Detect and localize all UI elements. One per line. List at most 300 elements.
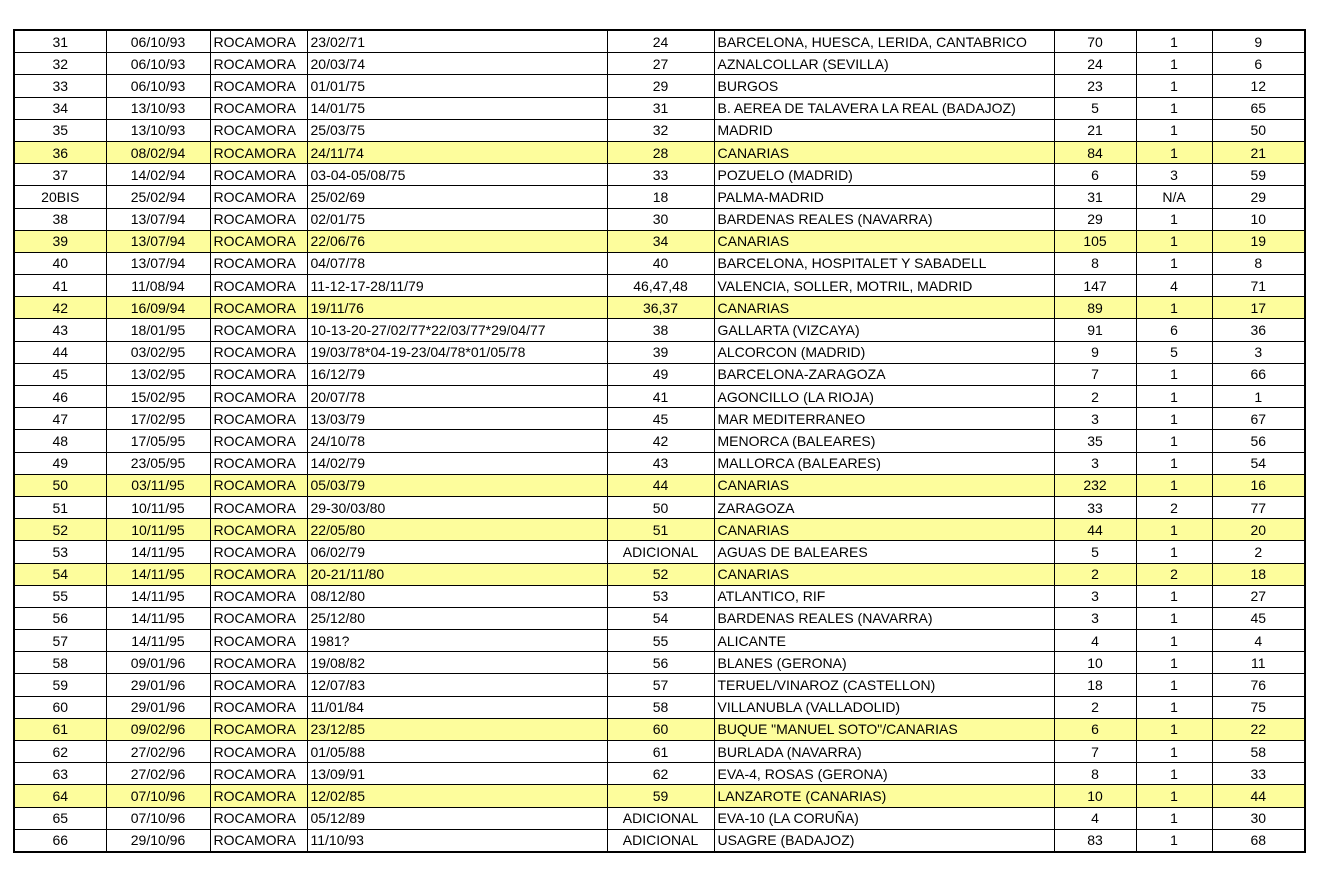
- cell-name: ROCAMORA: [210, 252, 307, 274]
- cell-event-dates: 12/07/83: [307, 674, 607, 696]
- cell-code: 42: [607, 430, 714, 452]
- cell-event-dates: 01/05/88: [307, 741, 607, 763]
- cell-event-dates: 25/03/75: [307, 119, 607, 141]
- cell-date: 27/02/96: [106, 763, 210, 785]
- cell-reference: 77: [1212, 496, 1305, 518]
- cell-quantity: 1: [1136, 807, 1212, 829]
- cell-event-dates: 22/06/76: [307, 230, 607, 252]
- table-row: [14, 630, 1305, 652]
- cell-reference: 16: [1212, 474, 1305, 496]
- cell-location: CANARIAS: [714, 563, 1054, 585]
- cell-location: AGONCILLO (LA RIOJA): [714, 386, 1054, 408]
- cell-number: 60: [14, 696, 106, 718]
- cell-quantity: 1: [1136, 652, 1212, 674]
- cell-count: 33: [1054, 496, 1136, 518]
- cell-event-dates: 04/07/78: [307, 252, 607, 274]
- cell-number: 38: [14, 208, 106, 230]
- cell-reference: 36: [1212, 319, 1305, 341]
- cell-code: 38: [607, 319, 714, 341]
- cell-event-dates: 20/03/74: [307, 53, 607, 75]
- cell-quantity: 1: [1136, 297, 1212, 319]
- cell-reference: 68: [1212, 829, 1305, 852]
- cell-quantity: N/A: [1136, 186, 1212, 208]
- cell-date: 06/10/93: [106, 53, 210, 75]
- table-row: [14, 763, 1305, 785]
- cell-date: 14/02/94: [106, 164, 210, 186]
- cell-name: ROCAMORA: [210, 363, 307, 385]
- cell-code: 33: [607, 164, 714, 186]
- cell-name: ROCAMORA: [210, 718, 307, 740]
- cell-event-dates: 19/08/82: [307, 652, 607, 674]
- cell-count: 7: [1054, 363, 1136, 385]
- cell-reference: 1: [1212, 386, 1305, 408]
- cell-name: ROCAMORA: [210, 319, 307, 341]
- cell-date: 15/02/95: [106, 386, 210, 408]
- cell-reference: 4: [1212, 630, 1305, 652]
- cell-location: VALENCIA, SOLLER, MOTRIL, MADRID: [714, 275, 1054, 297]
- cell-date: 13/07/94: [106, 252, 210, 274]
- cell-location: BURGOS: [714, 75, 1054, 97]
- cell-code: 49: [607, 363, 714, 385]
- cell-code: 52: [607, 563, 714, 585]
- cell-number: 62: [14, 741, 106, 763]
- cell-quantity: 1: [1136, 53, 1212, 75]
- cell-number: 64: [14, 785, 106, 807]
- cell-name: ROCAMORA: [210, 341, 307, 363]
- cell-code: ADICIONAL: [607, 541, 714, 563]
- cell-count: 2: [1054, 386, 1136, 408]
- cell-name: ROCAMORA: [210, 474, 307, 496]
- cell-reference: 67: [1212, 408, 1305, 430]
- cell-date: 29/01/96: [106, 696, 210, 718]
- cell-date: 09/01/96: [106, 652, 210, 674]
- cell-date: 07/10/96: [106, 785, 210, 807]
- cell-number: 33: [14, 75, 106, 97]
- cell-number: 51: [14, 496, 106, 518]
- cell-event-dates: 02/01/75: [307, 208, 607, 230]
- cell-count: 21: [1054, 119, 1136, 141]
- cell-quantity: 1: [1136, 119, 1212, 141]
- cell-event-dates: 05/03/79: [307, 474, 607, 496]
- cell-event-dates: 08/12/80: [307, 585, 607, 607]
- cell-quantity: 3: [1136, 164, 1212, 186]
- cell-date: 13/07/94: [106, 208, 210, 230]
- table-row-highlighted: [14, 718, 1305, 740]
- cell-code: 31: [607, 97, 714, 119]
- cell-location: B. AEREA DE TALAVERA LA REAL (BADAJOZ): [714, 97, 1054, 119]
- cell-number: 57: [14, 630, 106, 652]
- cell-number: 35: [14, 119, 106, 141]
- cell-code: 62: [607, 763, 714, 785]
- cell-location: BARCELONA, HOSPITALET Y SABADELL: [714, 252, 1054, 274]
- cell-count: 3: [1054, 607, 1136, 629]
- cell-quantity: 1: [1136, 696, 1212, 718]
- cell-date: 13/10/93: [106, 119, 210, 141]
- cell-reference: 50: [1212, 119, 1305, 141]
- cell-date: 14/11/95: [106, 563, 210, 585]
- cell-quantity: 1: [1136, 718, 1212, 740]
- cell-reference: 17: [1212, 297, 1305, 319]
- cell-quantity: 1: [1136, 252, 1212, 274]
- cell-count: 35: [1054, 430, 1136, 452]
- cell-count: 10: [1054, 785, 1136, 807]
- cell-reference: 29: [1212, 186, 1305, 208]
- cell-reference: 10: [1212, 208, 1305, 230]
- cell-code: 60: [607, 718, 714, 740]
- cell-date: 13/07/94: [106, 230, 210, 252]
- cell-date: 08/02/94: [106, 141, 210, 163]
- cell-count: 3: [1054, 452, 1136, 474]
- cell-name: ROCAMORA: [210, 652, 307, 674]
- cell-quantity: 1: [1136, 785, 1212, 807]
- cell-count: 70: [1054, 30, 1136, 53]
- cell-quantity: 1: [1136, 607, 1212, 629]
- cell-location: LANZAROTE (CANARIAS): [714, 785, 1054, 807]
- cell-code: 32: [607, 119, 714, 141]
- cell-count: 7: [1054, 741, 1136, 763]
- cell-name: ROCAMORA: [210, 585, 307, 607]
- cell-number: 45: [14, 363, 106, 385]
- cell-reference: 30: [1212, 807, 1305, 829]
- cell-number: 40: [14, 252, 106, 274]
- cell-event-dates: 23/02/71: [307, 30, 607, 53]
- cell-event-dates: 19/11/76: [307, 297, 607, 319]
- cell-number: 32: [14, 53, 106, 75]
- cell-quantity: 1: [1136, 430, 1212, 452]
- cell-location: CANARIAS: [714, 230, 1054, 252]
- cell-event-dates: 10-13-20-27/02/77*22/03/77*29/04/77: [307, 319, 607, 341]
- cell-location: GALLARTA (VIZCAYA): [714, 319, 1054, 341]
- cell-location: CANARIAS: [714, 519, 1054, 541]
- cell-quantity: 1: [1136, 541, 1212, 563]
- cell-quantity: 1: [1136, 452, 1212, 474]
- cell-code: ADICIONAL: [607, 807, 714, 829]
- cell-count: 2: [1054, 696, 1136, 718]
- cell-count: 8: [1054, 763, 1136, 785]
- cell-location: BARCELONA-ZARAGOZA: [714, 363, 1054, 385]
- cell-date: 10/11/95: [106, 496, 210, 518]
- cell-name: ROCAMORA: [210, 519, 307, 541]
- cell-quantity: 1: [1136, 519, 1212, 541]
- cell-count: 24: [1054, 53, 1136, 75]
- cell-name: ROCAMORA: [210, 230, 307, 252]
- cell-name: ROCAMORA: [210, 119, 307, 141]
- cell-quantity: 1: [1136, 741, 1212, 763]
- cell-event-dates: 19/03/78*04-19-23/04/78*01/05/78: [307, 341, 607, 363]
- cell-code: 46,47,48: [607, 275, 714, 297]
- cell-reference: 27: [1212, 585, 1305, 607]
- table-row: [14, 252, 1305, 274]
- cell-number: 44: [14, 341, 106, 363]
- cell-code: 30: [607, 208, 714, 230]
- cell-location: AGUAS DE BALEARES: [714, 541, 1054, 563]
- cell-reference: 56: [1212, 430, 1305, 452]
- cell-location: VILLANUBLA (VALLADOLID): [714, 696, 1054, 718]
- cell-name: ROCAMORA: [210, 186, 307, 208]
- cell-event-dates: 11-12-17-28/11/79: [307, 275, 607, 297]
- table-row: [14, 341, 1305, 363]
- cell-name: ROCAMORA: [210, 430, 307, 452]
- cell-count: 5: [1054, 97, 1136, 119]
- cell-quantity: 1: [1136, 630, 1212, 652]
- cell-name: ROCAMORA: [210, 741, 307, 763]
- cell-event-dates: 25/12/80: [307, 607, 607, 629]
- table-row: [14, 607, 1305, 629]
- table-row: [14, 208, 1305, 230]
- cell-code: 57: [607, 674, 714, 696]
- cell-date: 14/11/95: [106, 630, 210, 652]
- table-row-highlighted: [14, 785, 1305, 807]
- cell-reference: 33: [1212, 763, 1305, 785]
- cell-date: 23/05/95: [106, 452, 210, 474]
- cell-name: ROCAMORA: [210, 30, 307, 53]
- cell-name: ROCAMORA: [210, 607, 307, 629]
- table-row-highlighted: [14, 474, 1305, 496]
- cell-quantity: 4: [1136, 275, 1212, 297]
- cell-code: 43: [607, 452, 714, 474]
- cell-reference: 2: [1212, 541, 1305, 563]
- cell-count: 31: [1054, 186, 1136, 208]
- cell-code: 44: [607, 474, 714, 496]
- cell-date: 27/02/96: [106, 741, 210, 763]
- cell-count: 147: [1054, 275, 1136, 297]
- cell-event-dates: 12/02/85: [307, 785, 607, 807]
- cell-name: ROCAMORA: [210, 75, 307, 97]
- table-row: [14, 386, 1305, 408]
- cell-reference: 65: [1212, 97, 1305, 119]
- cell-count: 89: [1054, 297, 1136, 319]
- cell-event-dates: 20-21/11/80: [307, 563, 607, 585]
- cell-location: CANARIAS: [714, 141, 1054, 163]
- cell-date: 06/10/93: [106, 30, 210, 53]
- cell-number: 20BIS: [14, 186, 106, 208]
- cell-quantity: 1: [1136, 141, 1212, 163]
- cell-name: ROCAMORA: [210, 763, 307, 785]
- cell-number: 47: [14, 408, 106, 430]
- cell-count: 91: [1054, 319, 1136, 341]
- cell-date: 14/11/95: [106, 585, 210, 607]
- cell-location: MALLORCA (BALEARES): [714, 452, 1054, 474]
- table-row: [14, 164, 1305, 186]
- cell-name: ROCAMORA: [210, 164, 307, 186]
- data-table: [13, 29, 1306, 853]
- cell-location: POZUELO (MADRID): [714, 164, 1054, 186]
- cell-number: 52: [14, 519, 106, 541]
- cell-name: ROCAMORA: [210, 275, 307, 297]
- cell-date: 16/09/94: [106, 297, 210, 319]
- cell-reference: 75: [1212, 696, 1305, 718]
- cell-location: BURLADA (NAVARRA): [714, 741, 1054, 763]
- cell-quantity: 1: [1136, 829, 1212, 852]
- cell-count: 3: [1054, 585, 1136, 607]
- cell-reference: 22: [1212, 718, 1305, 740]
- cell-location: ALCORCON (MADRID): [714, 341, 1054, 363]
- cell-event-dates: 16/12/79: [307, 363, 607, 385]
- cell-location: AZNALCOLLAR (SEVILLA): [714, 53, 1054, 75]
- cell-number: 42: [14, 297, 106, 319]
- cell-name: ROCAMORA: [210, 97, 307, 119]
- cell-name: ROCAMORA: [210, 53, 307, 75]
- cell-name: ROCAMORA: [210, 829, 307, 852]
- cell-event-dates: 06/02/79: [307, 541, 607, 563]
- cell-location: EVA-10 (LA CORUÑA): [714, 807, 1054, 829]
- cell-number: 54: [14, 563, 106, 585]
- cell-reference: 44: [1212, 785, 1305, 807]
- cell-code: 28: [607, 141, 714, 163]
- cell-name: ROCAMORA: [210, 630, 307, 652]
- table-row: [14, 807, 1305, 829]
- cell-quantity: 2: [1136, 563, 1212, 585]
- cell-location: BARDENAS REALES (NAVARRA): [714, 607, 1054, 629]
- cell-name: ROCAMORA: [210, 785, 307, 807]
- table-row: [14, 186, 1305, 208]
- cell-quantity: 1: [1136, 674, 1212, 696]
- cell-location: ZARAGOZA: [714, 496, 1054, 518]
- cell-date: 03/02/95: [106, 341, 210, 363]
- cell-count: 6: [1054, 164, 1136, 186]
- table-row: [14, 408, 1305, 430]
- cell-location: CANARIAS: [714, 297, 1054, 319]
- cell-reference: 3: [1212, 341, 1305, 363]
- cell-quantity: 6: [1136, 319, 1212, 341]
- cell-number: 65: [14, 807, 106, 829]
- cell-code: 55: [607, 630, 714, 652]
- cell-location: MADRID: [714, 119, 1054, 141]
- cell-name: ROCAMORA: [210, 386, 307, 408]
- cell-number: 66: [14, 829, 106, 852]
- cell-number: 55: [14, 585, 106, 607]
- table-row: [14, 97, 1305, 119]
- cell-number: 31: [14, 30, 106, 53]
- table-row-highlighted: [14, 230, 1305, 252]
- cell-quantity: 2: [1136, 496, 1212, 518]
- cell-count: 10: [1054, 652, 1136, 674]
- cell-date: 06/10/93: [106, 75, 210, 97]
- cell-event-dates: 11/10/93: [307, 829, 607, 852]
- cell-number: 34: [14, 97, 106, 119]
- cell-reference: 8: [1212, 252, 1305, 274]
- cell-quantity: 1: [1136, 408, 1212, 430]
- cell-location: MENORCA (BALEARES): [714, 430, 1054, 452]
- cell-event-dates: 24/11/74: [307, 141, 607, 163]
- cell-reference: 58: [1212, 741, 1305, 763]
- cell-quantity: 1: [1136, 30, 1212, 53]
- table-row: [14, 30, 1305, 53]
- cell-number: 63: [14, 763, 106, 785]
- table-row: [14, 75, 1305, 97]
- cell-code: 59: [607, 785, 714, 807]
- cell-location: BLANES (GERONA): [714, 652, 1054, 674]
- cell-date: 18/01/95: [106, 319, 210, 341]
- cell-count: 23: [1054, 75, 1136, 97]
- cell-name: ROCAMORA: [210, 674, 307, 696]
- cell-location: TERUEL/VINAROZ (CASTELLON): [714, 674, 1054, 696]
- cell-count: 4: [1054, 630, 1136, 652]
- cell-date: 29/01/96: [106, 674, 210, 696]
- cell-count: 83: [1054, 829, 1136, 852]
- table-row: [14, 430, 1305, 452]
- cell-count: 3: [1054, 408, 1136, 430]
- table-row: [14, 119, 1305, 141]
- cell-quantity: 1: [1136, 208, 1212, 230]
- cell-event-dates: 13/09/91: [307, 763, 607, 785]
- cell-event-dates: 25/02/69: [307, 186, 607, 208]
- table-row: [14, 696, 1305, 718]
- cell-reference: 21: [1212, 141, 1305, 163]
- cell-event-dates: 29-30/03/80: [307, 496, 607, 518]
- cell-code: 53: [607, 585, 714, 607]
- cell-code: 45: [607, 408, 714, 430]
- table-row: [14, 741, 1305, 763]
- cell-quantity: 1: [1136, 97, 1212, 119]
- table-row-highlighted: [14, 141, 1305, 163]
- cell-number: 39: [14, 230, 106, 252]
- table-row-highlighted: [14, 519, 1305, 541]
- cell-number: 36: [14, 141, 106, 163]
- cell-event-dates: 03-04-05/08/75: [307, 164, 607, 186]
- cell-reference: 59: [1212, 164, 1305, 186]
- cell-name: ROCAMORA: [210, 807, 307, 829]
- cell-code: 27: [607, 53, 714, 75]
- cell-code: 54: [607, 607, 714, 629]
- table-row: [14, 585, 1305, 607]
- table-row-highlighted: [14, 297, 1305, 319]
- cell-code: 39: [607, 341, 714, 363]
- cell-count: 8: [1054, 252, 1136, 274]
- cell-reference: 18: [1212, 563, 1305, 585]
- cell-reference: 54: [1212, 452, 1305, 474]
- cell-date: 03/11/95: [106, 474, 210, 496]
- cell-count: 44: [1054, 519, 1136, 541]
- cell-location: BARCELONA, HUESCA, LERIDA, CANTABRICO: [714, 30, 1054, 53]
- cell-location: ATLANTICO, RIF: [714, 585, 1054, 607]
- table-row: [14, 829, 1305, 852]
- cell-quantity: 1: [1136, 363, 1212, 385]
- cell-code: 18: [607, 186, 714, 208]
- cell-event-dates: 22/05/80: [307, 519, 607, 541]
- cell-quantity: 5: [1136, 341, 1212, 363]
- cell-location: BUQUE "MANUEL SOTO"/CANARIAS: [714, 718, 1054, 740]
- cell-location: MAR MEDITERRANEO: [714, 408, 1054, 430]
- cell-date: 07/10/96: [106, 807, 210, 829]
- cell-number: 61: [14, 718, 106, 740]
- cell-date: 14/11/95: [106, 607, 210, 629]
- cell-code: 24: [607, 30, 714, 53]
- cell-number: 58: [14, 652, 106, 674]
- cell-code: 51: [607, 519, 714, 541]
- cell-count: 9: [1054, 341, 1136, 363]
- cell-date: 13/02/95: [106, 363, 210, 385]
- cell-number: 50: [14, 474, 106, 496]
- cell-quantity: 1: [1136, 75, 1212, 97]
- cell-number: 48: [14, 430, 106, 452]
- table-row: [14, 363, 1305, 385]
- cell-reference: 76: [1212, 674, 1305, 696]
- cell-location: USAGRE (BADAJOZ): [714, 829, 1054, 852]
- cell-reference: 19: [1212, 230, 1305, 252]
- cell-code: 50: [607, 496, 714, 518]
- cell-reference: 66: [1212, 363, 1305, 385]
- table-row: [14, 674, 1305, 696]
- cell-code: 41: [607, 386, 714, 408]
- cell-count: 232: [1054, 474, 1136, 496]
- cell-date: 29/10/96: [106, 829, 210, 852]
- cell-name: ROCAMORA: [210, 297, 307, 319]
- cell-location: ALICANTE: [714, 630, 1054, 652]
- table-row: [14, 652, 1305, 674]
- cell-name: ROCAMORA: [210, 452, 307, 474]
- cell-count: 2: [1054, 563, 1136, 585]
